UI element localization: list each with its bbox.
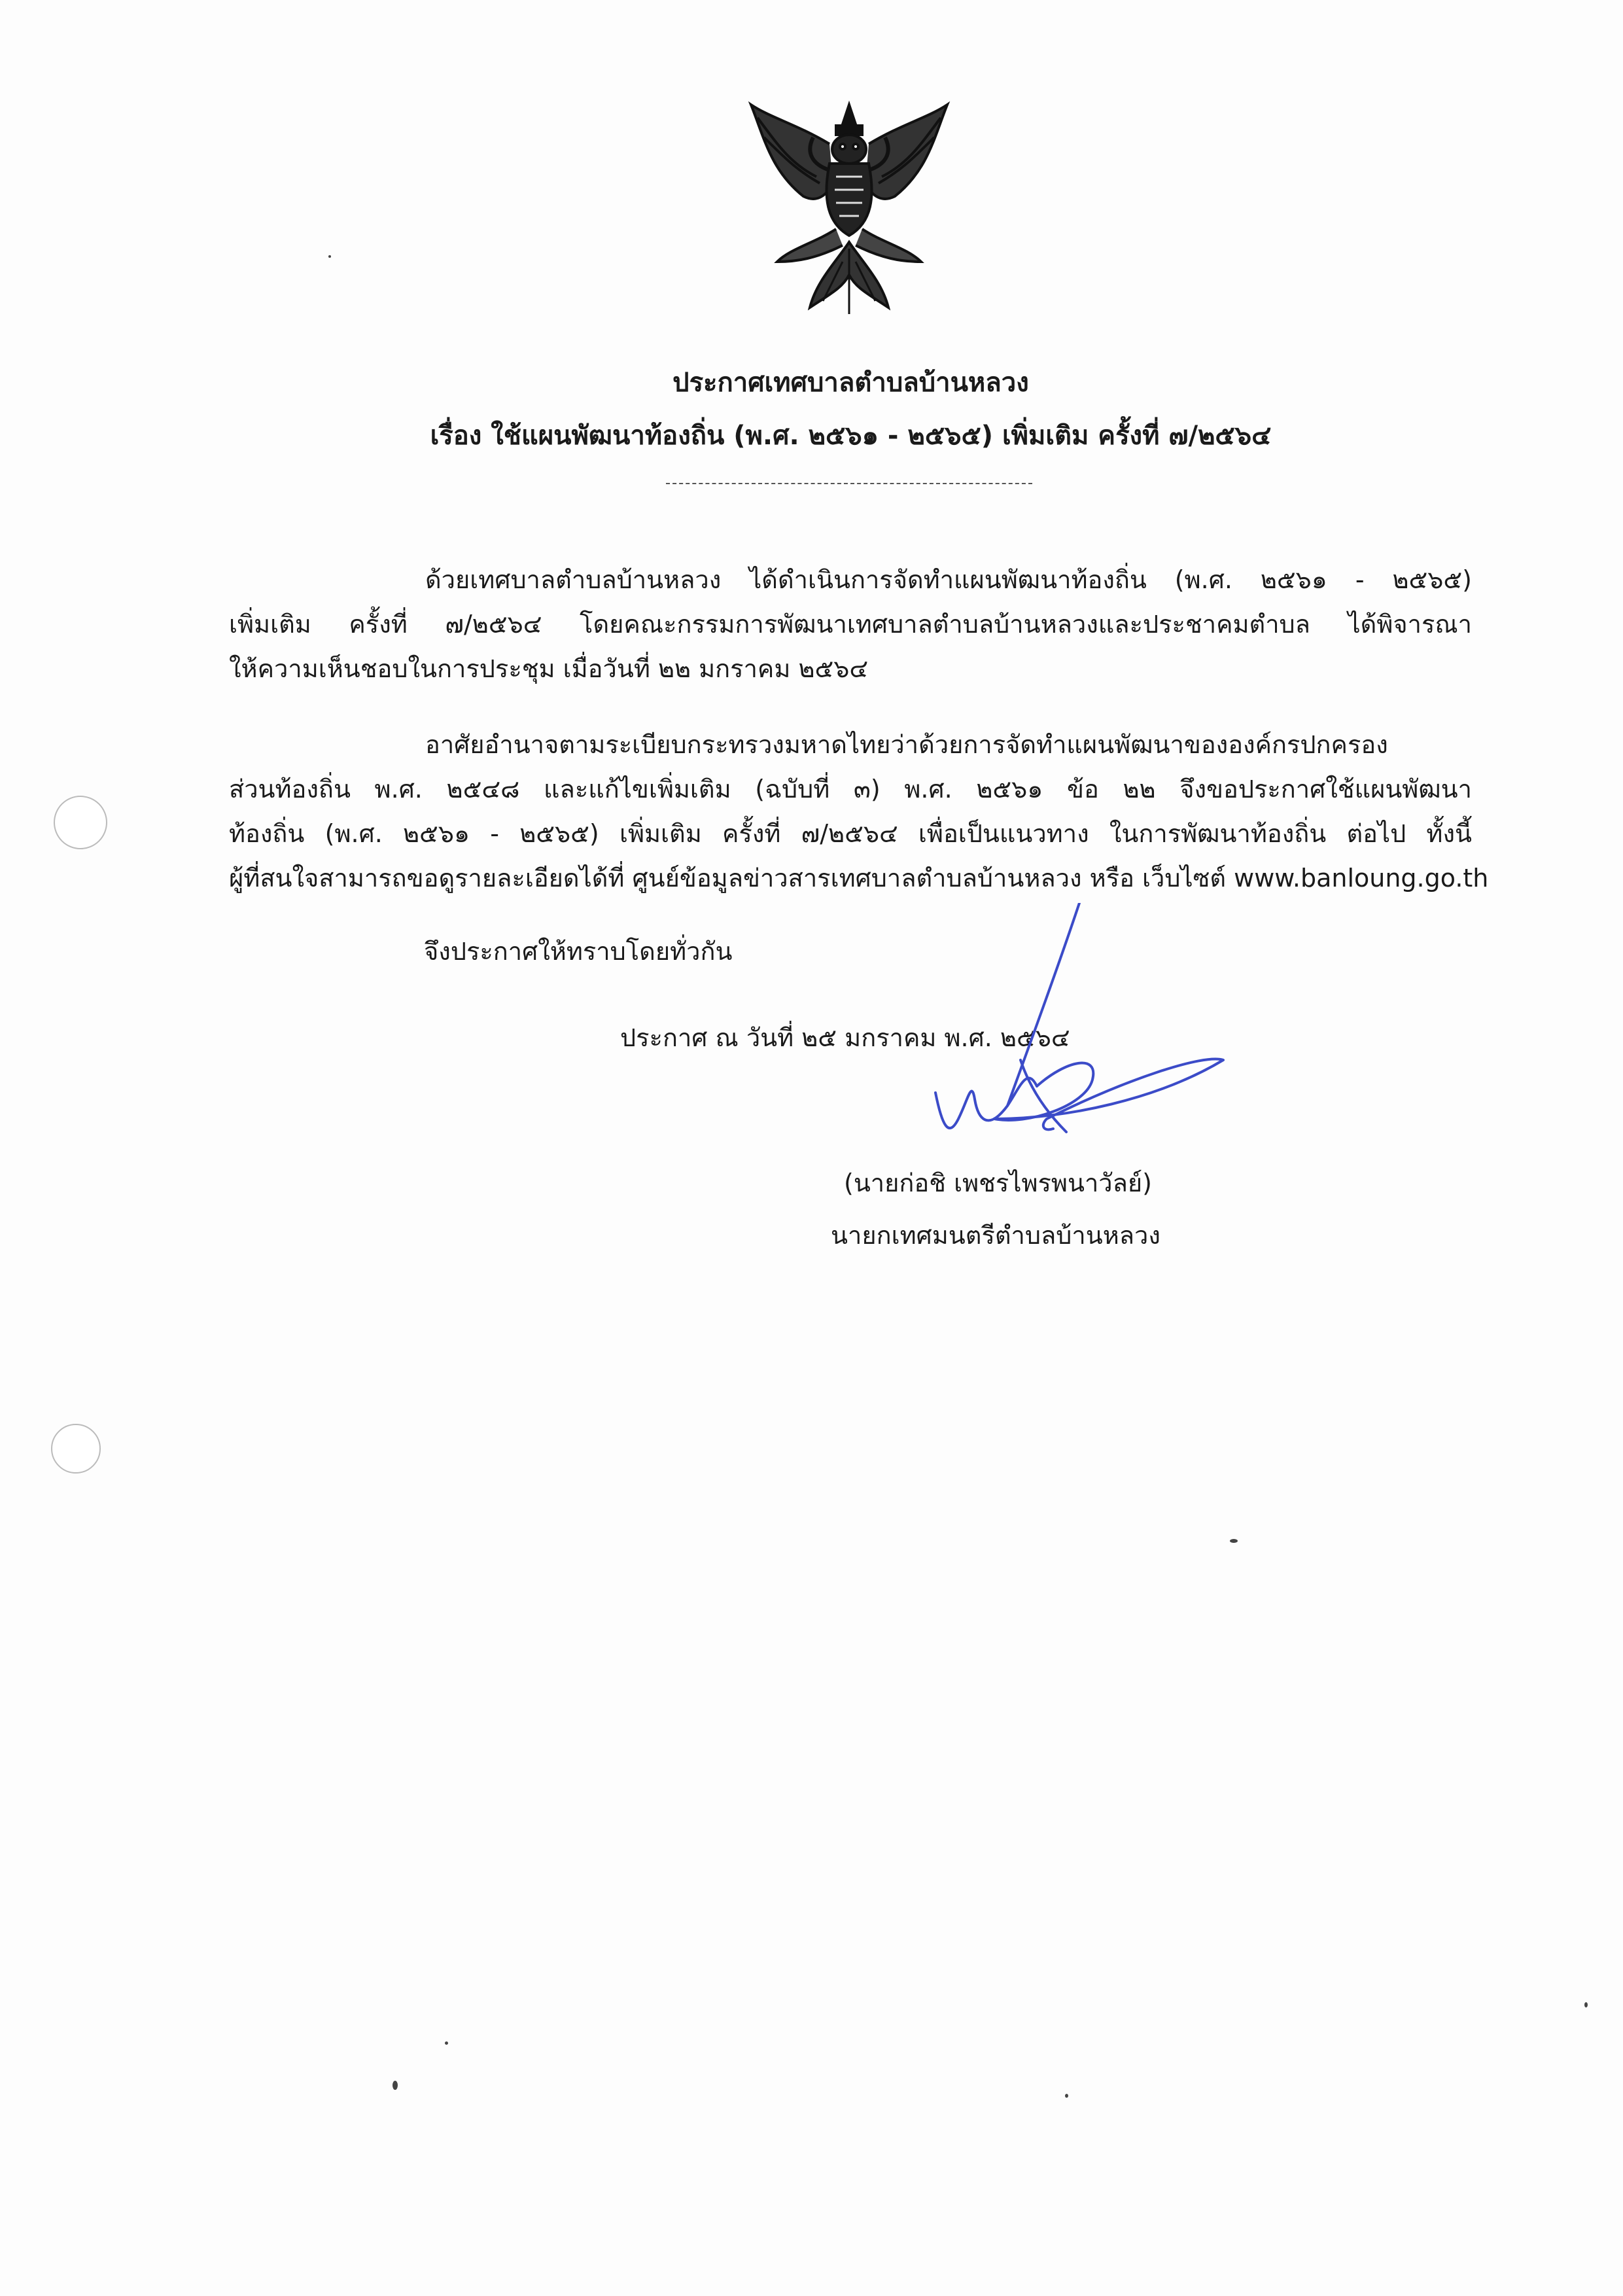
closing-line: จึงประกาศให้ทราบโดยทั่วกัน [424,937,733,966]
paragraph-line: ส่วนท้องถิ่น พ.ศ. ๒๕๔๘ และแก้ไขเพิ่มเติม (ฉบับที่ ๓) พ.ศ. ๒๕๖๑ ข้อ ๒๒ จึงขอประกาศใช้แผนพัฒนา [229,775,1472,804]
signer-position: นายกเทศมนตรีตำบลบ้านหลวง [831,1221,1161,1250]
announcement-subject: เรื่อง ใช้แผนพัฒนาท้องถิ่น (พ.ศ. ๒๕๖๑ - ๒๕๖๕) เพิ่มเติม ครั้งที่ ๗/๒๕๖๔ [430,421,1272,451]
signer-name: (นายก่อชิ เพชรไพรพนาวัลย์) [844,1169,1152,1197]
scan-speck [445,2041,448,2045]
paragraph-line: อาศัยอำนาจตามระเบียบกระทรวงมหาดไทยว่าด้วยการจัดทำแผนพัฒนาขององค์กรปกครอง [425,730,1388,759]
paragraph-line: ให้ความเห็นชอบในการประชุม เมื่อวันที่ ๒๒ มกราคม ๒๕๖๔ [229,654,869,683]
punch-hole [54,796,107,849]
announcement-date: ประกาศ ณ วันที่ ๒๕ มกราคม พ.ศ. ๒๕๖๔ [620,1023,1070,1052]
handwritten-signature [896,903,1236,1178]
scan-speck [393,2081,398,2090]
paragraph-authority [229,722,1489,900]
paragraph-line: ด้วยเทศบาลตำบลบ้านหลวง ได้ดำเนินการจัดทำแผนพัฒนาท้องถิ่น (พ.ศ. ๒๕๖๑ - ๒๕๖๕) [425,565,1472,594]
garuda-emblem-icon [744,98,954,321]
paragraph-line: ผู้ที่สนใจสามารถขอดูรายละเอียดได้ที่ ศูนย์ข้อมูลข่าวสารเทศบาลตำบลบ้านหลวง หรือ เว็บไซต์ www.banloung.go.th [229,864,1489,892]
paragraph-intro [229,557,1472,691]
paragraph-line: ท้องถิ่น (พ.ศ. ๒๕๖๑ - ๒๕๖๕) เพิ่มเติม ครั้งที่ ๗/๒๕๖๔ เพื่อเป็นแนวทาง ในการพัฒนาท้องถิ่น ต่อไป ทั้งนี้ [229,819,1472,848]
scan-speck [1584,2002,1588,2007]
scan-speck [1065,2094,1068,2098]
scan-speck [328,255,331,258]
paragraph-line: เพิ่มเติม ครั้งที่ ๗/๒๕๖๔ โดยคณะกรรมการพัฒนาเทศบาลตำบลบ้านหลวงและประชาคมตำบล ได้พิจารณา [229,610,1472,639]
divider-line [666,483,1032,484]
scan-speck [1230,1539,1238,1543]
announcement-title: ประกาศเทศบาลตำบลบ้านหลวง [672,368,1029,398]
punch-hole [51,1424,101,1474]
